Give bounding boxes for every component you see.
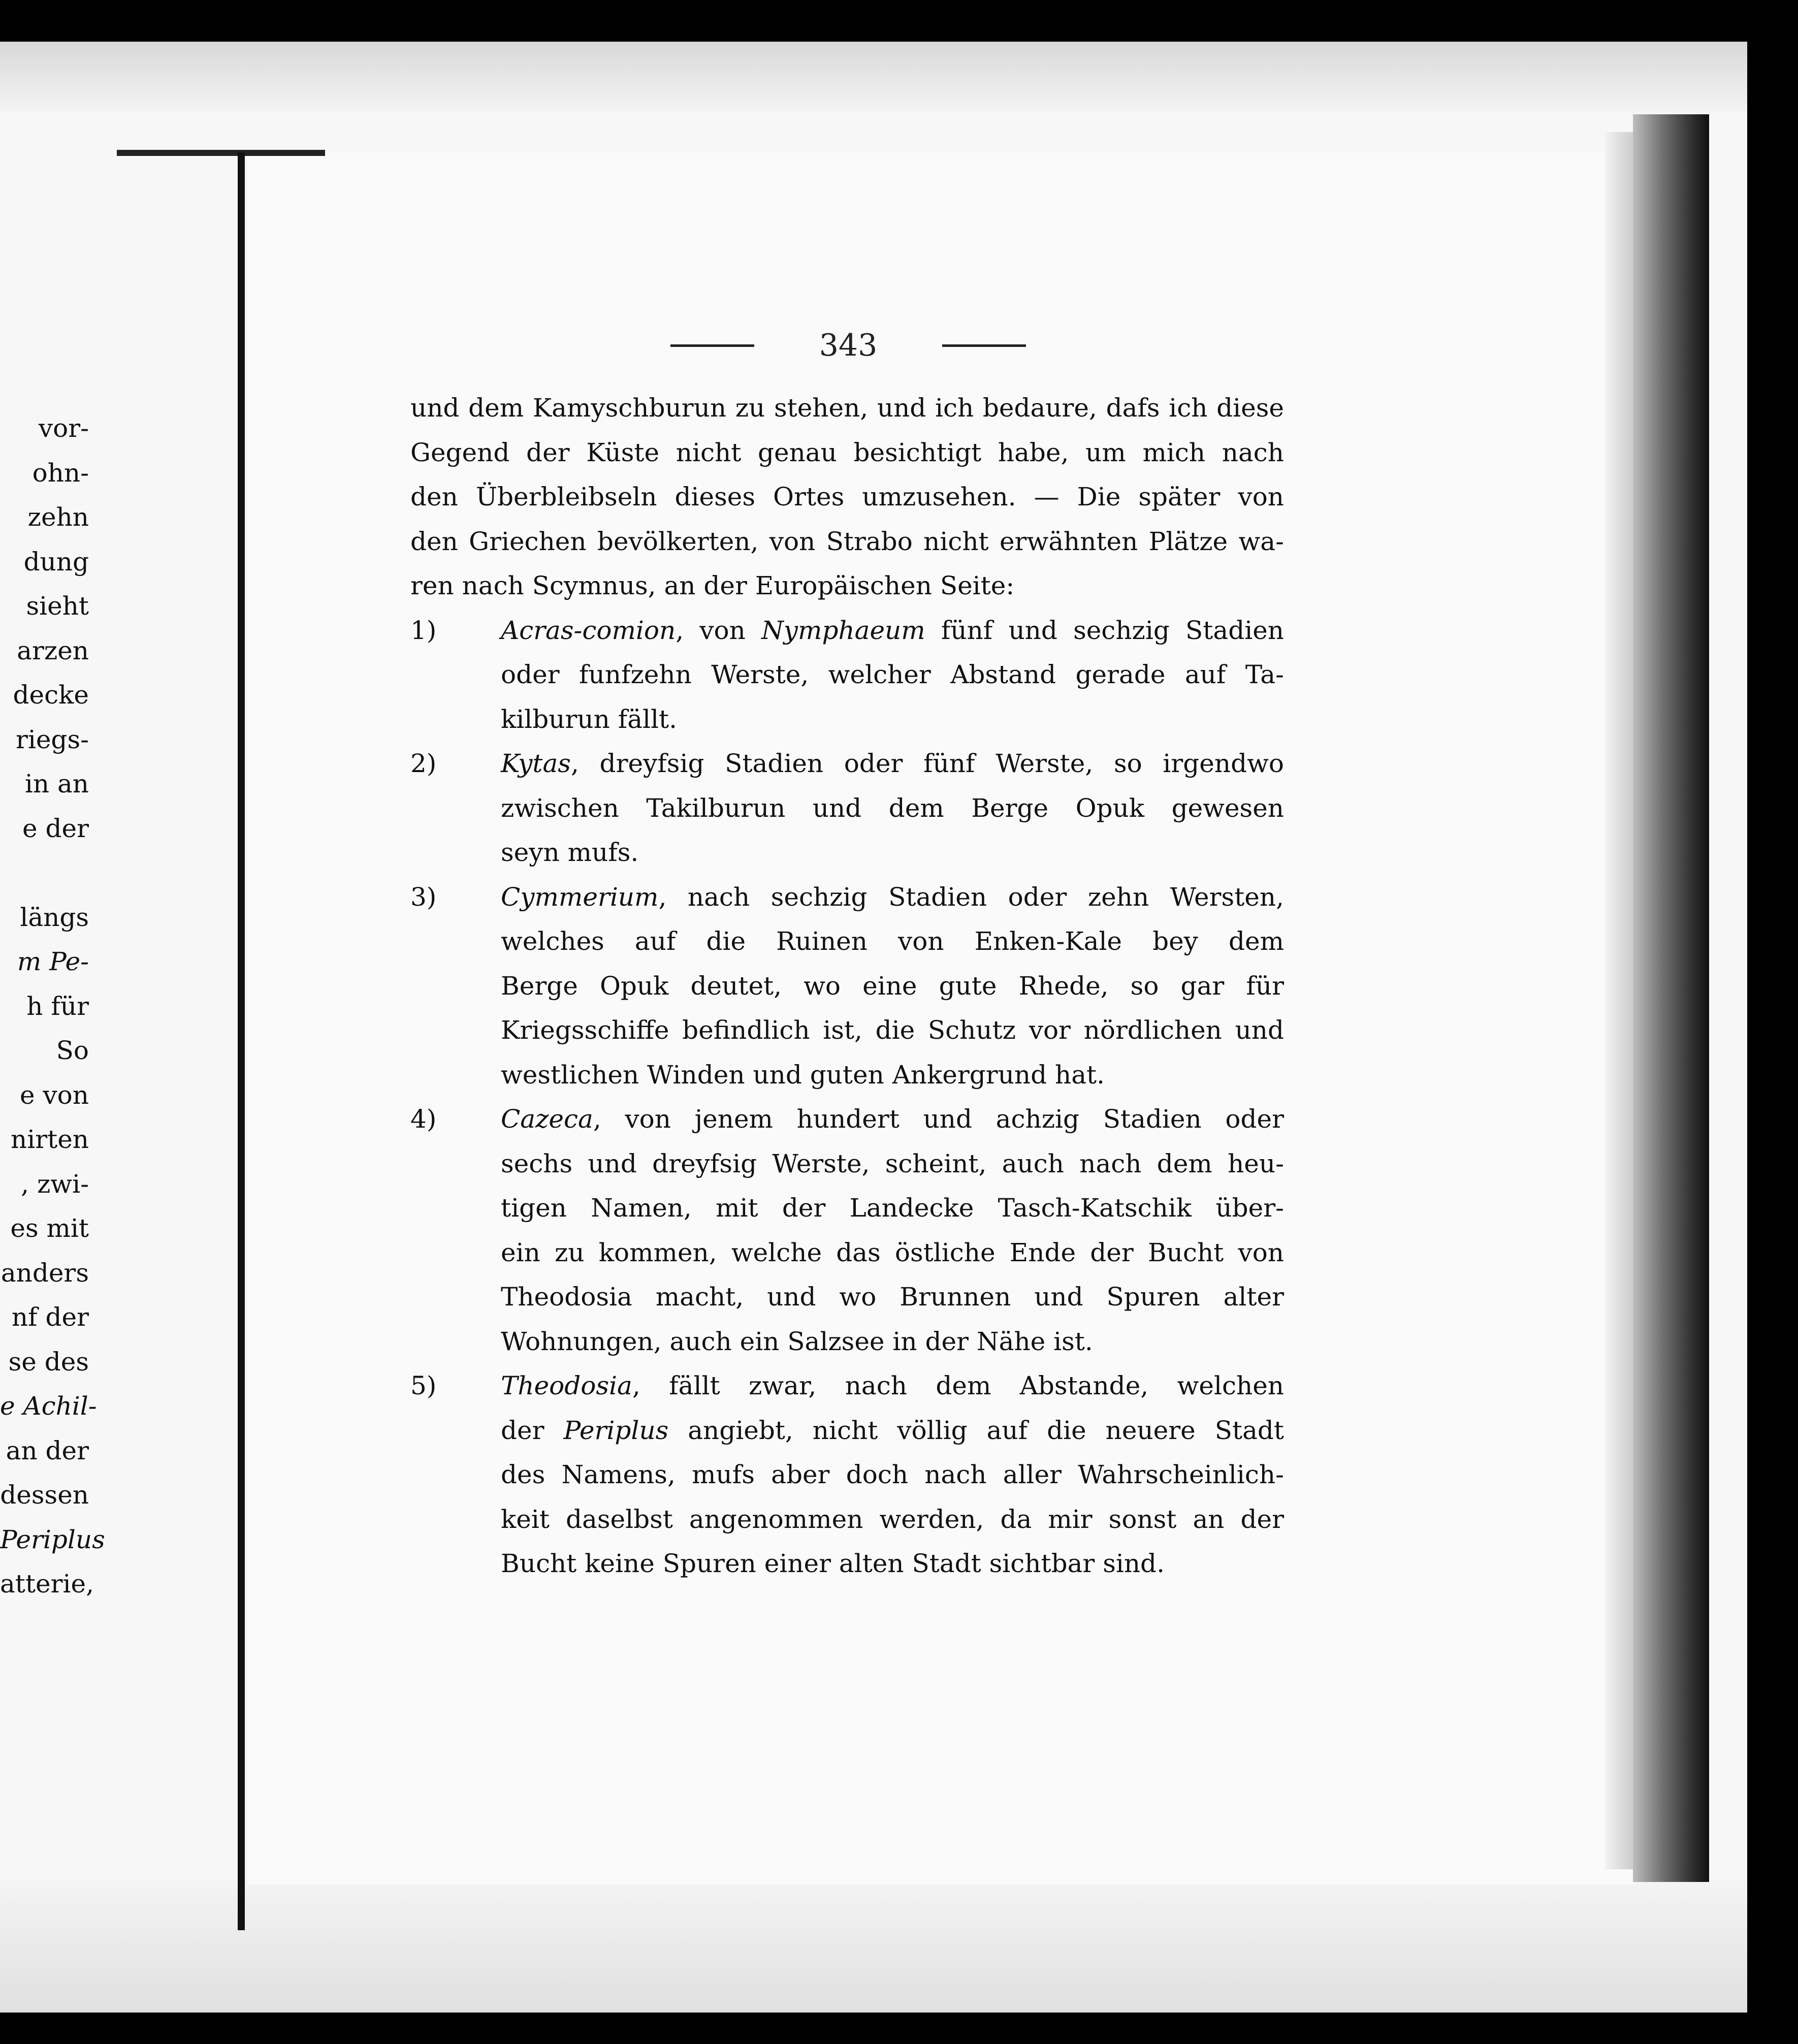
item-number: 4) bbox=[410, 1104, 437, 1134]
list-item-line: sechs und dreyfsig Werste, scheint, auch nach dem heu- bbox=[501, 1148, 1284, 1178]
left-fragment: an der bbox=[6, 1435, 89, 1465]
list-item-line: des Namens, mufs aber doch nach aller Wahrscheinlich- bbox=[501, 1460, 1284, 1489]
gutter-line bbox=[238, 152, 245, 1930]
page-edge-shade bbox=[1605, 132, 1635, 1869]
left-fragment: sieht bbox=[26, 591, 89, 621]
left-fragment: dessen bbox=[0, 1480, 89, 1510]
left-fragment: riegs- bbox=[15, 724, 89, 754]
list-item-line: kilburun fällt. bbox=[501, 704, 677, 734]
list-item-line: westlichen Winden und guten Ankergrund hat. bbox=[501, 1060, 1105, 1090]
left-fragment: Periplus bbox=[0, 1524, 105, 1554]
list-item-line: ein zu kommen, welche das östliche Ende der Bucht von bbox=[501, 1237, 1284, 1267]
left-fragment: in an bbox=[24, 769, 89, 799]
list-item-line: Theodosia macht, und wo Brunnen und Spuren alter bbox=[501, 1282, 1284, 1312]
book-edge bbox=[1633, 114, 1709, 1882]
left-fragment: arzen bbox=[17, 635, 89, 665]
left-page-fragments bbox=[0, 406, 105, 1607]
left-fragment: zehn bbox=[27, 502, 89, 532]
item-number: 3) bbox=[410, 882, 437, 912]
left-fragment: nirten bbox=[11, 1125, 89, 1154]
list-item-line: 2) Kytas, dreyfsig Stadien oder fünf Werste, so irgendwo bbox=[410, 742, 1284, 786]
left-fragment: e von bbox=[19, 1080, 89, 1110]
list-item-line: Kriegsschiffe befindlich ist, die Schutz vor nördlichen und bbox=[501, 1015, 1284, 1045]
list-item-line: 4) Cazeca, von jenem hundert und achzig Stadien oder bbox=[410, 1097, 1284, 1142]
page-header bbox=[670, 325, 1026, 366]
text-line: ren nach Scymnus, an der Europäischen Seite: bbox=[410, 571, 1015, 600]
bottom-shadow bbox=[0, 1879, 1747, 2013]
list-item-line: seyn mufs. bbox=[501, 838, 639, 867]
header-rule-right bbox=[942, 344, 1026, 347]
header-rule-left bbox=[670, 344, 754, 347]
list-item-line: Berge Opuk deutet, wo eine gute Rhede, so gar für bbox=[501, 971, 1284, 1001]
list-item-line: 3) Cymmerium, nach sechzig Stadien oder zehn Wersten, bbox=[410, 875, 1284, 920]
list-item-line: zwischen Takilburun und dem Berge Opuk gewesen bbox=[501, 793, 1284, 823]
text-line: den Überbleibseln dieses Ortes umzusehen. — Die später von bbox=[410, 482, 1284, 512]
left-fragment: , zwi- bbox=[21, 1169, 89, 1199]
left-fragment: dung bbox=[23, 547, 89, 577]
gutter-top-mark bbox=[117, 150, 325, 156]
list-item-line: welches auf die Ruinen von Enken-Kale bey dem bbox=[501, 927, 1284, 956]
list-item-line: Bucht keine Spuren einer alten Stadt sichtbar sind. bbox=[501, 1549, 1165, 1578]
left-fragment: ohn- bbox=[32, 458, 89, 488]
left-fragment: decke bbox=[13, 680, 89, 710]
text-line: und dem Kamyschburun zu stehen, und ich bedaure, dafs ich diese bbox=[410, 393, 1284, 423]
left-fragment: nf der bbox=[11, 1302, 89, 1332]
left-fragment: vor- bbox=[38, 413, 89, 443]
list-item-line: der Periplus angiebt, nicht völlig auf die neuere Stadt bbox=[501, 1415, 1284, 1445]
list-item-line: oder funfzehn Werste, welcher Abstand gerade auf Ta- bbox=[501, 660, 1284, 689]
text-line: Gegend der Küste nicht genau besichtigt habe, um mich nach bbox=[410, 437, 1284, 467]
left-fragment: e Achil- bbox=[0, 1391, 97, 1421]
page-body bbox=[410, 386, 1284, 1586]
list-item-line: 1) Acras-comion, von Nymphaeum fünf und sechzig Stadien bbox=[410, 609, 1284, 653]
top-shadow bbox=[0, 42, 1747, 113]
left-fragment: e der bbox=[22, 813, 89, 843]
left-fragment: se des bbox=[8, 1347, 89, 1377]
item-number: 1) bbox=[410, 615, 437, 645]
item-number: 2) bbox=[410, 749, 437, 778]
left-fragment: anders bbox=[1, 1258, 89, 1288]
item-number: 5) bbox=[410, 1371, 437, 1400]
left-fragment: atterie, bbox=[0, 1569, 94, 1599]
left-fragment: längs bbox=[20, 902, 89, 932]
left-fragment bbox=[0, 851, 89, 896]
left-fragment: es mit bbox=[10, 1213, 89, 1243]
left-fragment: m Pe- bbox=[17, 947, 89, 976]
left-fragment: So bbox=[56, 1036, 89, 1065]
list-item-line: Wohnungen, auch ein Salzsee in der Nähe ist. bbox=[501, 1326, 1093, 1356]
list-item-line: keit daselbst angenommen werden, da mir sonst an der bbox=[501, 1504, 1284, 1534]
page-number: 343 bbox=[819, 328, 878, 363]
list-item-line: tigen Namen, mit der Landecke Tasch-Katschik über- bbox=[501, 1193, 1284, 1223]
list-item-line: 5) Theodosia, fällt zwar, nach dem Abstande, welchen bbox=[410, 1364, 1284, 1409]
text-line: den Griechen bevölkerten, von Strabo nicht erwähnten Plätze wa- bbox=[410, 526, 1284, 556]
left-fragment: h für bbox=[26, 991, 89, 1021]
